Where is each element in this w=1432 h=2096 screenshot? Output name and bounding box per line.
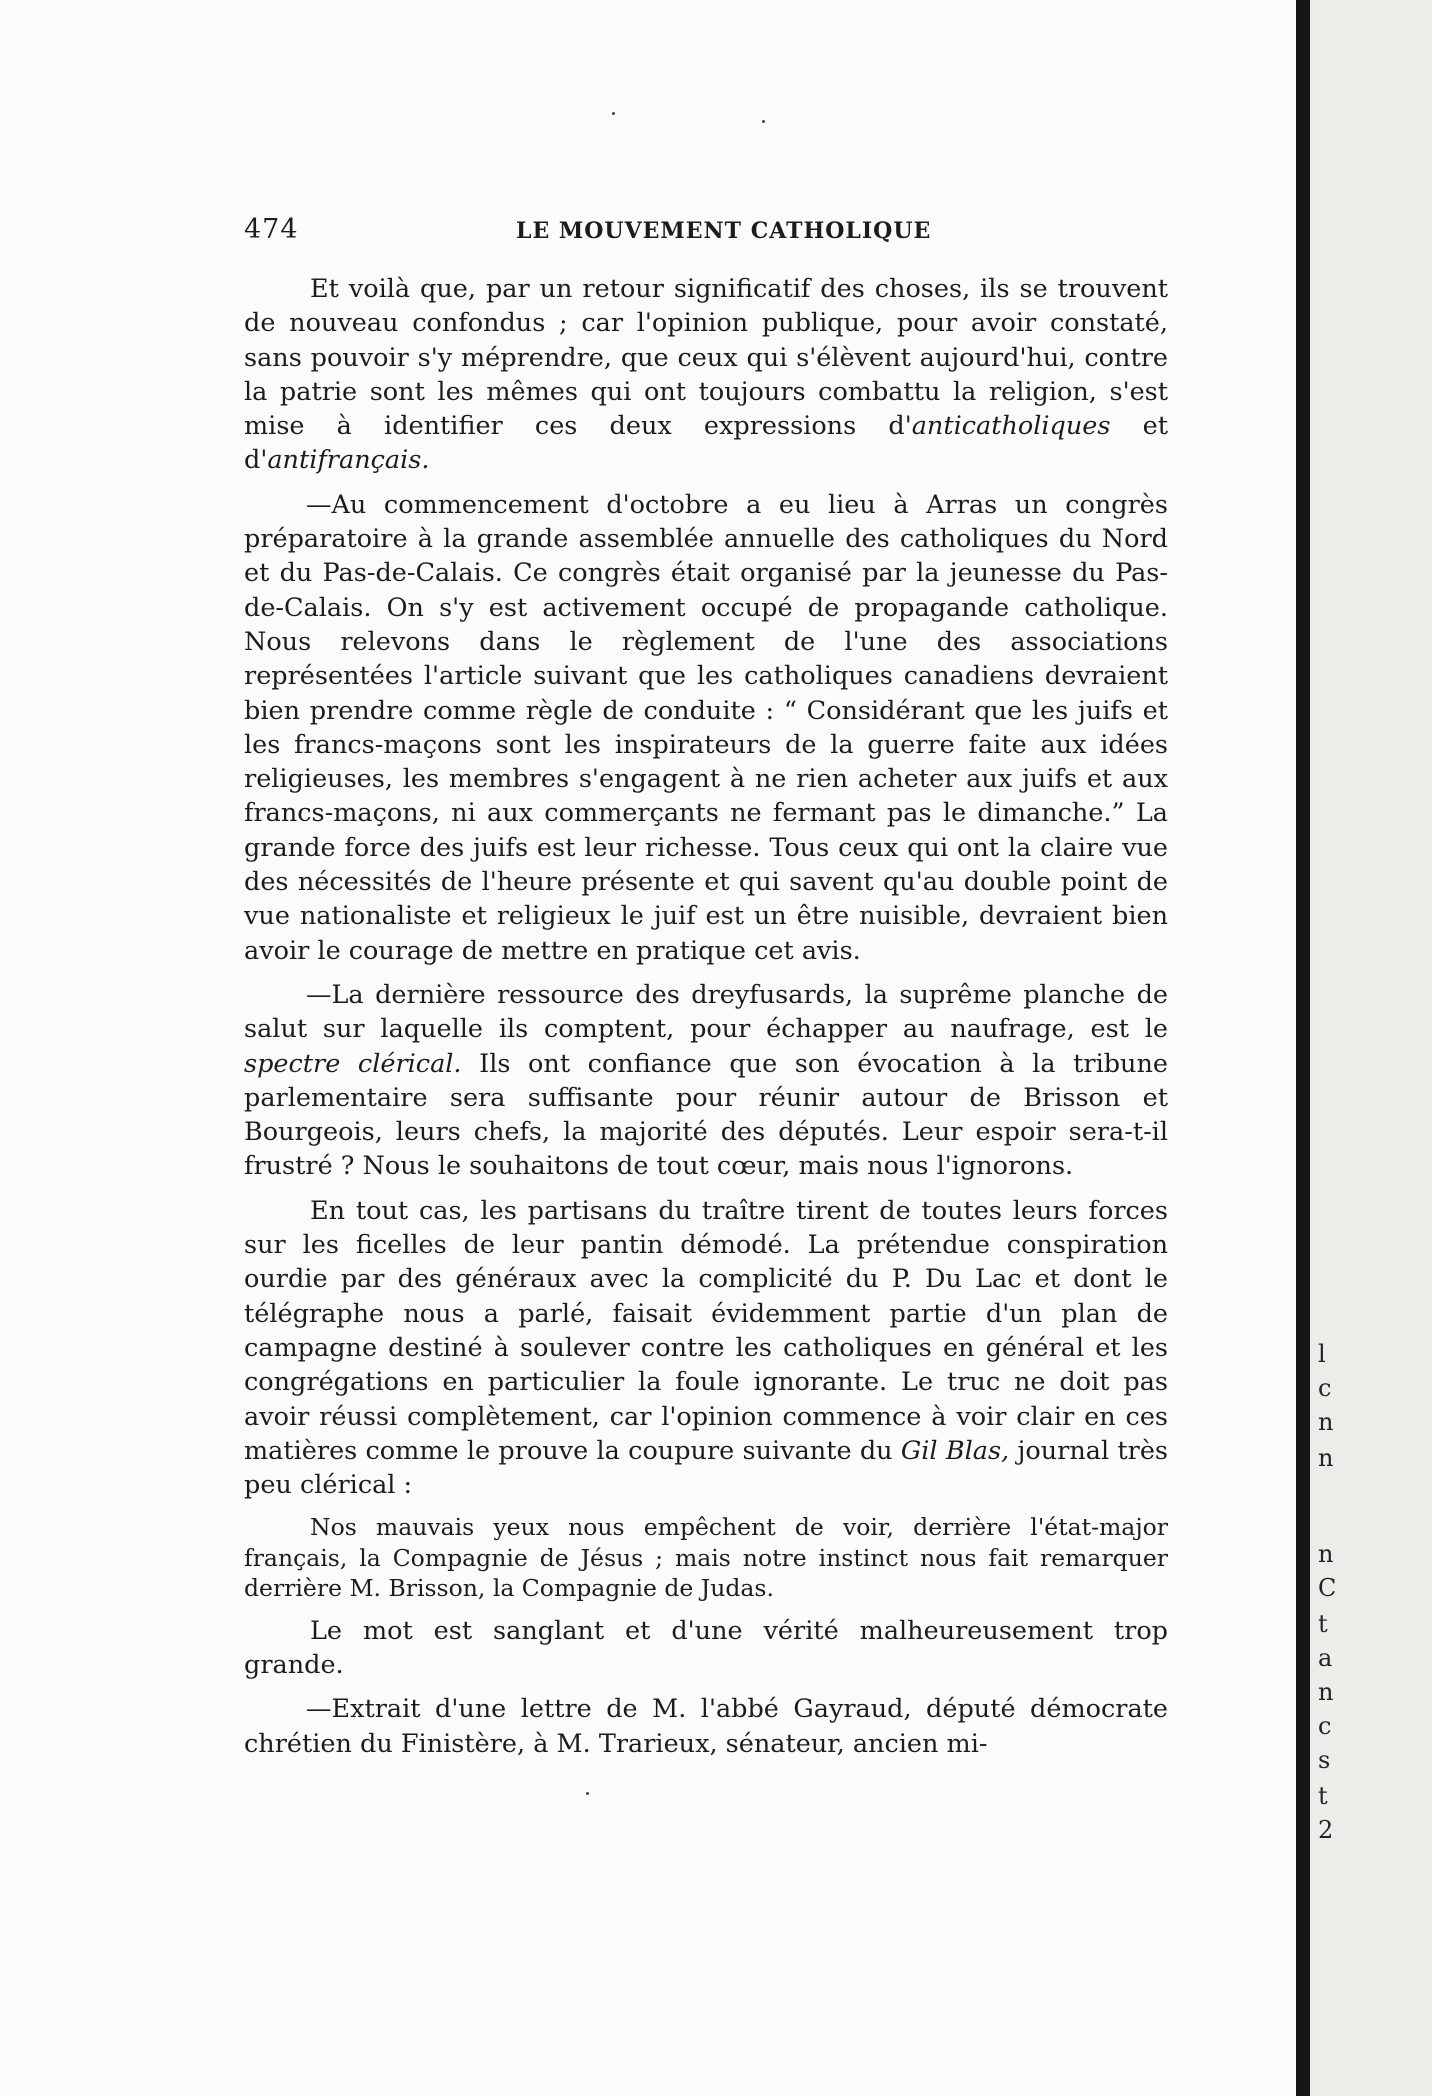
paragraph-4: En tout cas, les partisans du traître tirent de toutes leurs forces sur les ficelles de leur pantin démodé. La prétendue conspiration ourdie par des généraux avec la complicité du P. Du Lac et dont le télégraphe nous a parlé, faisait évidemment partie d'un plan de campagne destiné à soulever contre les catholiques en général et les congrégations en particulier la foule ignorante. Le truc ne doit pas avoir réussi complètement, car l'opinion commence à voir clair en ces matières comme le prouve la coupure suivante du Gil Blas, journal très peu clérical : xyxy=(244,1195,1168,1501)
paragraph-1: Et voilà que, par un retour significatif des choses, ils se trouvent de nouveau confondus ; car l'opinion publique, pour avoir constaté, sans pouvoir s'y méprendre, que ceux qui s'élèvent aujourd'hui, contre la patrie sont les mêmes qui ont toujours combattu la religion, s'est mise à identifier ces deux expressions d'anticatholiques et d'antifrançais. xyxy=(244,274,1168,476)
edge-letter: n xyxy=(1318,1444,1334,1472)
edge-letter: c xyxy=(1318,1712,1332,1740)
edge-letter: a xyxy=(1318,1644,1333,1672)
page-gutter xyxy=(1296,0,1310,2096)
edge-letter: n xyxy=(1318,1408,1334,1436)
paragraph-2: —Au commencement d'octobre a eu lieu à Arras un congrès préparatoire à la grande assemblée annuelle des catholiques du Nord et du Pas-de-Calais. Ce congrès était organisé par la jeunesse du Pas-de-Calais. On s'y est activement occupé de propagande catholique. Nous relevons dans le règlement de l'une des associations représentées l'article suivant que les catholiques canadiens devraient bien prendre comme règle de conduite : “ Considérant que les juifs et les francs-maçons sont les inspirateurs de la guerre faite aux idées religieuses, les membres s'engagent à ne rien acheter aux juifs et aux francs-maçons, ni aux commerçants ne fermant pas le dimanche.” La grande force des juifs est leur richesse. Tous ceux qui ont la claire vue des nécessités de l'heure présente et qui savent qu'au double point de vue nationaliste et religieux le juif est un être nuisible, devraient bien avoir le courage de mettre en pratique cet avis. xyxy=(244,489,1168,966)
edge-letter: t xyxy=(1318,1782,1328,1810)
body-text xyxy=(244,272,1168,1771)
edge-letter: s xyxy=(1318,1746,1331,1774)
italic-gil-blas: Gil Blas, xyxy=(900,1435,1010,1466)
paragraph-6: —Extrait d'une lettre de M. l'abbé Gayraud, député démocrate chrétien du Finistère, à M. Trarieux, sénateur, ancien mi- xyxy=(244,1694,1168,1759)
scan-speck xyxy=(586,1792,589,1795)
italic-spectre-clerical: spectre clérical. xyxy=(244,1048,462,1079)
edge-letter: 2 xyxy=(1318,1816,1334,1844)
paragraph-3: —La dernière ressource des dreyfusards, la suprême planche de salut sur laquelle ils comptent, pour échapper au naufrage, est le spectre clérical. Ils ont confiance que son évocation à la tribune parlementaire sera suffisante pour réunir autour de Brisson et Bourgeois, leurs chefs, la majorité des députés. Leur espoir sera-t-il frustré ? Nous le souhaitons de tout cœur, mais nous l'ignorons. xyxy=(244,979,1168,1182)
scan-speck xyxy=(612,112,615,115)
adjacent-page-edge xyxy=(1310,0,1432,2096)
block-quote: Nos mauvais yeux nous empêchent de voir, derrière l'état-major français, la Compagnie de Jésus ; mais notre instinct nous fait remarquer derrière M. Brisson, la Compagnie de Judas. xyxy=(244,1513,1168,1603)
italic-anticatholiques: anticatholiques xyxy=(911,411,1111,442)
edge-letter: c xyxy=(1318,1374,1332,1402)
paragraph-5: Le mot est sanglant et d'une vérité malheureusement trop grande. xyxy=(244,1615,1168,1681)
edge-letter: C xyxy=(1318,1574,1337,1602)
page-header xyxy=(244,214,1168,254)
edge-letter: l xyxy=(1318,1340,1326,1368)
page-number: 474 xyxy=(244,214,299,245)
edge-letter: n xyxy=(1318,1540,1334,1568)
edge-letter: t xyxy=(1318,1610,1328,1638)
italic-antifrancais: antifrançais. xyxy=(267,445,430,476)
edge-letter: n xyxy=(1318,1678,1334,1706)
running-title: LE MOUVEMENT CATHOLIQUE xyxy=(516,218,932,244)
scan-speck xyxy=(762,120,765,123)
